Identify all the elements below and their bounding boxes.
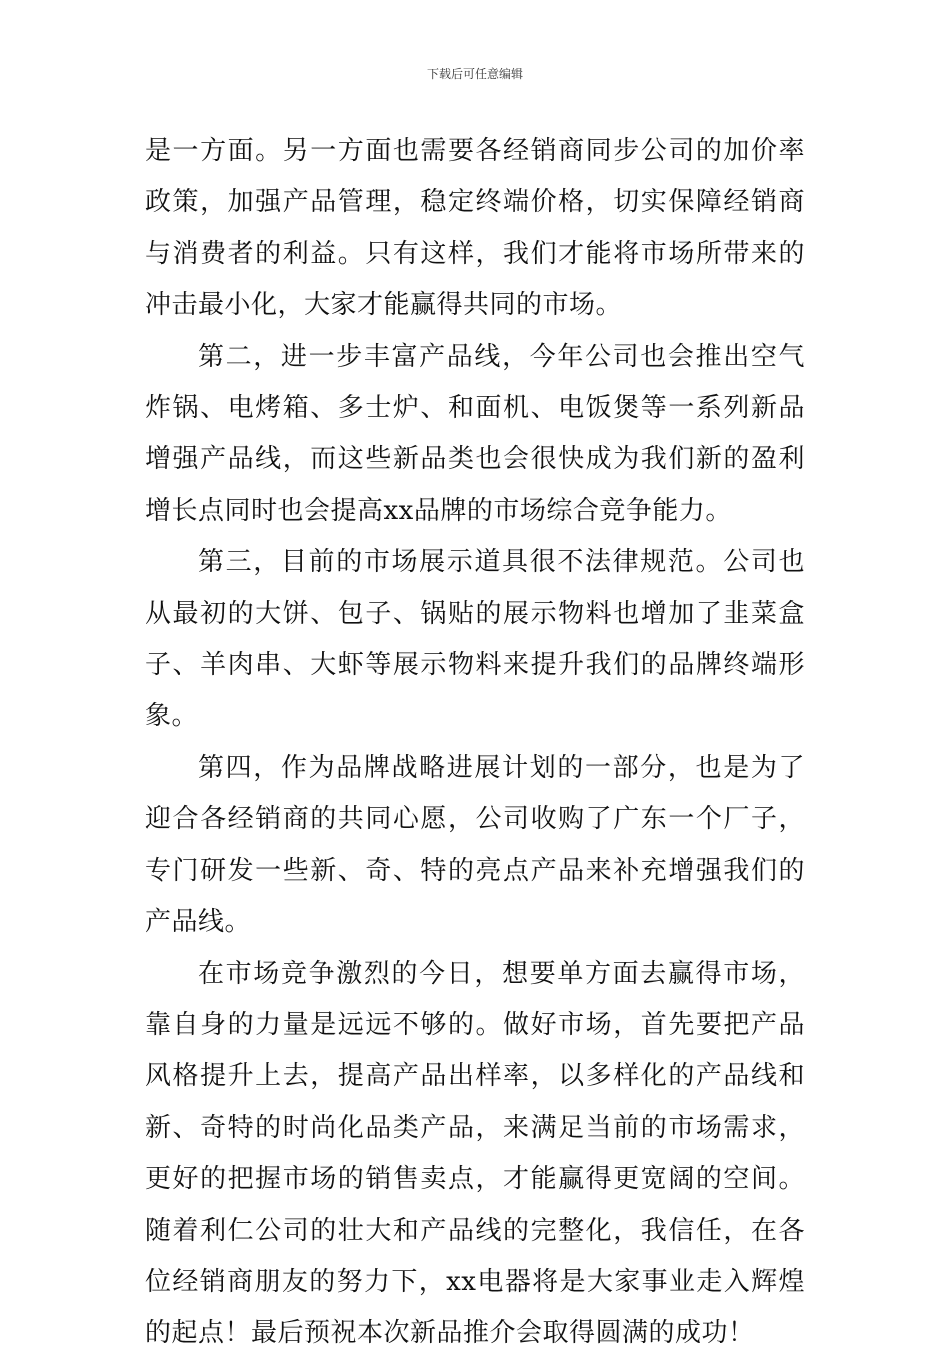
page-header: 下载后可任意编辑	[426, 67, 523, 81]
document-body	[145, 126, 805, 1360]
paragraph-point-four: 第四，作为品牌战略进展计划的一部分，也是为了迎合各经销商的共同心愿，公司收购了广东一个厂子，专门研发一些新、奇、特的亮点产品来补充增强我们的产品线。	[145, 752, 805, 938]
paragraph-continuation: 是一方面。另一方面也需要各经销商同步公司的加价率政策，加强产品管理，稳定终端价格，切实保障经销商与消费者的利益。只有这样，我们才能将市场所带来的冲击最小化，大家才能赢得共同的市场。	[145, 136, 805, 321]
paragraph-conclusion: 在市场竞争激烈的今日，想要单方面去赢得市场，靠自身的力量是远远不够的。做好市场，首先要把产品风格提升上去，提高产品出样率，以多样化的产品线和新、奇特的时尚化品类产品，来满足当前的市场需求，更好的把握市场的销售卖点，才能赢得更宽阔的空间。随着利仁公司的壮大和产品线的完整化，我信任，在各位经销商朋友的努力下，xx电器将是大家事业走入辉煌的起点！最后预祝本次新品推介会取得圆满的成功！	[145, 958, 805, 1349]
paragraph-point-three: 第三，目前的市场展示道具很不法律规范。公司也从最初的大饼、包子、锅贴的展示物料也增加了韭菜盒子、羊肉串、大虾等展示物料来提升我们的品牌终端形象。	[145, 547, 805, 732]
paragraph-point-two: 第二，进一步丰富产品线，今年公司也会推出空气炸锅、电烤箱、多士炉、和面机、电饭煲等一系列新品增强产品线，而这些新品类也会很快成为我们新的盈利增长点同时也会提高xx品牌的市场综合竞争能力。	[145, 341, 805, 526]
